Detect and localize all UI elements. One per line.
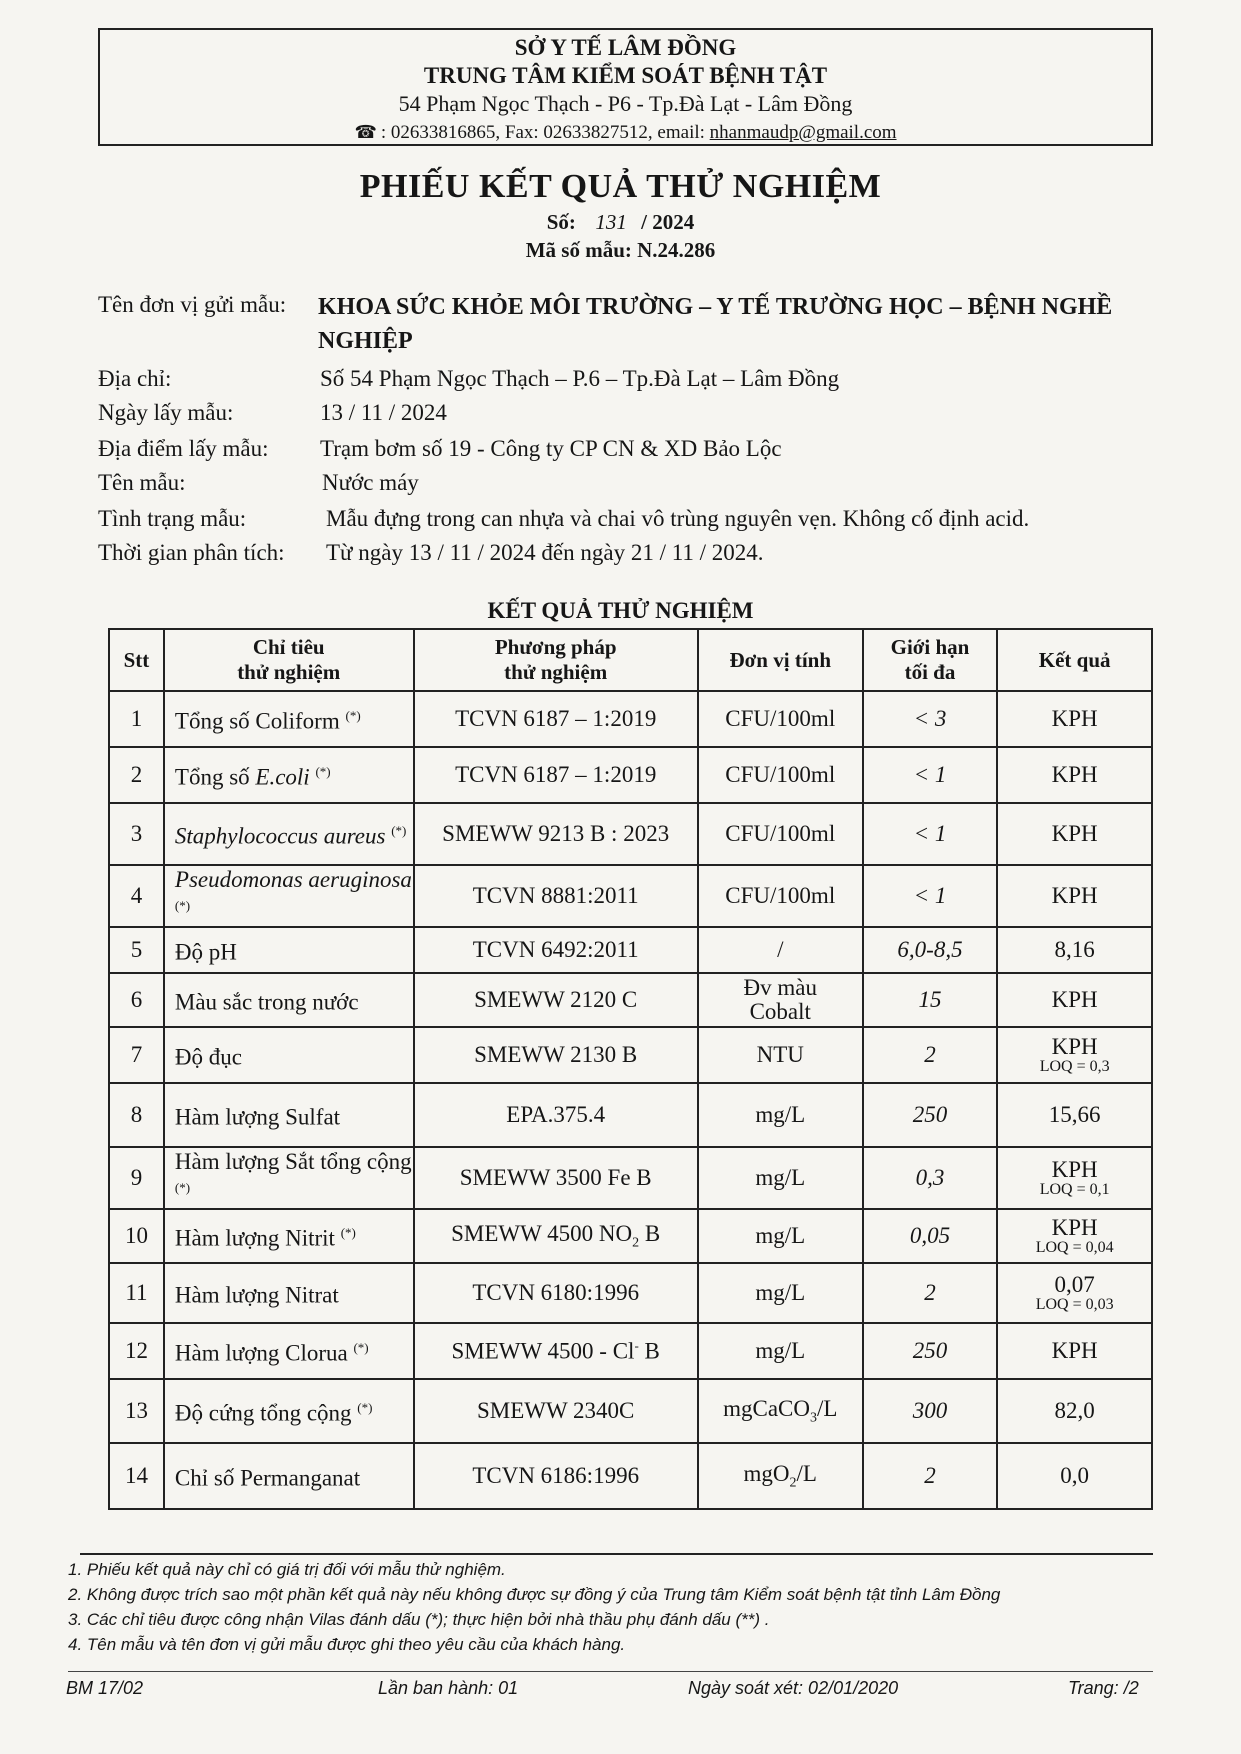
row-method: TCVN 6186:1996 (414, 1443, 698, 1509)
so-label: Số: (546, 210, 576, 234)
row-result: 8,16 (997, 927, 1152, 973)
row-method: SMEWW 2130 B (414, 1027, 698, 1083)
table-row (109, 973, 1152, 1027)
department-name: SỞ Y TẾ LÂM ĐỒNG (514, 35, 737, 60)
row-result: KPH LOQ = 0,3 (997, 1027, 1152, 1083)
sample-name-value: Nước máy (322, 470, 419, 495)
row-result: KPH LOQ = 0,04 (997, 1209, 1152, 1263)
row-parameter: Hàm lượng Sắt tổng cộng (*) (164, 1147, 414, 1209)
header-result: Kết quả (997, 629, 1152, 691)
address-value: Số 54 Phạm Ngọc Thạch – P.6 – Tp.Đà Lạt – Lâm Đồng (320, 366, 840, 391)
table-row (109, 1323, 1152, 1379)
row-limit: < 3 (863, 691, 998, 747)
row-method: SMEWW 9213 B : 2023 (414, 803, 698, 865)
note-2: 2. Không được trích sao một phần kết quả này nếu không được sự đồng ý của Trung tâm Kiểm soát bệnh tật tỉnh Lâm Đồng (68, 1585, 1001, 1604)
row-unit: CFU/100ml (698, 865, 863, 927)
phone-icon: ☎ (354, 122, 377, 142)
row-result: KPH (997, 691, 1152, 747)
row-limit: 2 (863, 1443, 998, 1509)
table-row (109, 1027, 1152, 1083)
row-unit: / (698, 927, 863, 973)
row-parameter: Tổng số Coliform (*) (164, 691, 414, 747)
row-limit: 0,05 (863, 1209, 998, 1263)
row-method: SMEWW 4500 $NO_2$ B (414, 1209, 698, 1263)
row-result: KPH (997, 803, 1152, 865)
row-result: 0,07 LOQ = 0,03 (997, 1263, 1152, 1323)
table-row (109, 803, 1152, 865)
email-link[interactable]: nhanmaudp@gmail.com (709, 122, 897, 143)
document-title: PHIẾU KẾT QUẢ THỬ NGHIỆM (359, 168, 882, 205)
sender-value: KHOA SỨC KHỎE MÔI TRƯỜNG – Y TẾ TRƯỜNG HỌC – BỆNH NGHỀ NGHIỆP (318, 294, 1113, 354)
row-limit: 300 (863, 1379, 998, 1443)
center-name: TRUNG TÂM KIỂM SOÁT BỆNH TẬT (423, 63, 828, 88)
row-parameter: Hàm lượng Nitrat (164, 1263, 414, 1323)
row-limit: 0,3 (863, 1147, 998, 1209)
letterhead-box (98, 28, 1153, 146)
sender-label: Tên đơn vị gửi mẫu: (98, 292, 287, 317)
date-value: 13 / 11 / 2024 (320, 400, 447, 425)
row-parameter: Chỉ số Permanganat (164, 1443, 414, 1509)
row-parameter: Độ pH (164, 927, 414, 973)
table-row (109, 1147, 1152, 1209)
row-method: SMEWW 4500 - Cl- B (414, 1323, 698, 1379)
row-method: TCVN 8881:2011 (414, 865, 698, 927)
note-3: 3. Các chỉ tiêu được công nhận Vilas đánh dấu (*); thực hiện bởi nhà thầu phụ đánh dấu (**) . (68, 1610, 770, 1629)
document-number (0, 210, 1241, 235)
address-label: Địa chỉ: (98, 366, 172, 391)
row-limit: 2 (863, 1263, 998, 1323)
row-stt: 4 (109, 865, 164, 927)
table-row (109, 1443, 1152, 1509)
table-row (109, 1083, 1152, 1147)
row-parameter: Màu sắc trong nước (164, 973, 414, 1027)
row-method: SMEWW 2120 C (414, 973, 698, 1027)
contact-text: : 02633816865, Fax: 02633827512, email: (380, 122, 710, 143)
row-parameter: Độ cứng tổng cộng (*) (164, 1379, 414, 1443)
row-stt: 8 (109, 1083, 164, 1147)
form-code: BM 17/02 (66, 1678, 144, 1698)
row-limit: < 1 (863, 747, 998, 803)
row-parameter: Độ đục (164, 1027, 414, 1083)
row-limit: 2 (863, 1027, 998, 1083)
row-stt: 6 (109, 973, 164, 1027)
results-title: KẾT QUẢ THỬ NGHIỆM (487, 598, 754, 623)
row-method: TCVN 6180:1996 (414, 1263, 698, 1323)
row-result: KPH (997, 973, 1152, 1027)
row-stt: 5 (109, 927, 164, 973)
row-unit: mg/L (698, 1263, 863, 1323)
row-parameter: Hàm lượng Clorua (*) (164, 1323, 414, 1379)
row-limit: 6,0-8,5 (863, 927, 998, 973)
header-limit: Giới hạn tối đa (863, 629, 998, 691)
row-limit: < 1 (863, 803, 998, 865)
date-label: Ngày lấy mẫu: (98, 400, 234, 425)
row-method: TCVN 6187 – 1:2019 (414, 691, 698, 747)
row-result: KPH (997, 1323, 1152, 1379)
contact-line (100, 118, 1151, 147)
notes-divider (80, 1553, 1153, 1555)
header-unit: Đơn vị tính (698, 629, 863, 691)
table-row (109, 691, 1152, 747)
row-parameter: Pseudomonas aeruginosa (*) (164, 865, 414, 927)
row-result: KPH LOQ = 0,1 (997, 1147, 1152, 1209)
table-row (109, 865, 1152, 927)
row-stt: 3 (109, 803, 164, 865)
row-method: SMEWW 2340C (414, 1379, 698, 1443)
table-row (109, 747, 1152, 803)
row-method: TCVN 6187 – 1:2019 (414, 747, 698, 803)
results-table (108, 628, 1153, 1510)
note-1: 1. Phiếu kết quả này chỉ có giá trị đối với mẫu thử nghiệm. (68, 1560, 506, 1579)
note-4: 4. Tên mẫu và tên đơn vị gửi mẫu được ghi theo yêu cầu của khách hàng. (68, 1635, 626, 1654)
row-limit: 250 (863, 1083, 998, 1147)
analysis-time-value: Từ ngày 13 / 11 / 2024 đến ngày 21 / 11 / 2024. (326, 540, 764, 565)
issue-number: Lần ban hành: 01 (378, 1678, 519, 1698)
review-date: Ngày soát xét: 02/01/2020 (688, 1678, 899, 1698)
row-stt: 7 (109, 1027, 164, 1083)
row-unit: mg/L (698, 1147, 863, 1209)
center-address: 54 Phạm Ngọc Thạch - P6 - Tp.Đà Lạt - Lâm Đồng (398, 91, 853, 116)
row-parameter: Hàm lượng Nitrit (*) (164, 1209, 414, 1263)
row-limit: < 1 (863, 865, 998, 927)
page-number: Trang: /2 (1068, 1678, 1139, 1698)
table-header-row (109, 629, 1152, 691)
header-method: Phương pháp thử nghiệm (414, 629, 698, 691)
row-parameter: Tổng số E.coli (*) (164, 747, 414, 803)
row-unit: CFU/100ml (698, 691, 863, 747)
row-method: EPA.375.4 (414, 1083, 698, 1147)
row-unit: mgO$_2$/L (698, 1443, 863, 1509)
row-limit: 250 (863, 1323, 998, 1379)
row-method: TCVN 6492:2011 (414, 927, 698, 973)
condition-value: Mẫu đựng trong can nhựa và chai vô trùng nguyên vẹn. Không cố định acid. (326, 506, 1030, 531)
row-stt: 12 (109, 1323, 164, 1379)
header-parameter: Chỉ tiêu thử nghiệm (164, 629, 414, 691)
row-limit: 15 (863, 973, 998, 1027)
table-row (109, 1379, 1152, 1443)
row-unit: mg/L (698, 1323, 863, 1379)
so-number: 131 (595, 210, 627, 234)
row-unit: mg/L (698, 1209, 863, 1263)
row-stt: 10 (109, 1209, 164, 1263)
location-label: Địa điểm lấy mẫu: (98, 436, 269, 461)
row-stt: 9 (109, 1147, 164, 1209)
location-value: Trạm bơm số 19 - Công ty CP CN & XD Bảo Lộc (320, 436, 782, 461)
row-parameter: Hàm lượng Sulfat (164, 1083, 414, 1147)
row-stt: 2 (109, 747, 164, 803)
row-result: 15,66 (997, 1083, 1152, 1147)
row-stt: 11 (109, 1263, 164, 1323)
table-row (109, 1209, 1152, 1263)
header-stt: Stt (109, 629, 164, 691)
row-unit: Đv màu Cobalt (698, 973, 863, 1027)
row-result: 82,0 (997, 1379, 1152, 1443)
row-stt: 1 (109, 691, 164, 747)
row-stt: 13 (109, 1379, 164, 1443)
condition-label: Tình trạng mẫu: (98, 506, 247, 531)
sample-name-label: Tên mẫu: (98, 470, 186, 495)
row-unit: CFU/100ml (698, 803, 863, 865)
row-stt: 14 (109, 1443, 164, 1509)
row-unit: mg/L (698, 1083, 863, 1147)
so-year: / 2024 (641, 210, 695, 234)
table-row (109, 927, 1152, 973)
row-result: 0,0 (997, 1443, 1152, 1509)
row-result: KPH (997, 747, 1152, 803)
row-parameter: Staphylococcus aureus (*) (164, 803, 414, 865)
analysis-time-label: Thời gian phân tích: (98, 540, 285, 565)
row-method: SMEWW 3500 Fe B (414, 1147, 698, 1209)
sample-code: Mã số mẫu: N.24.286 (525, 238, 716, 262)
row-unit: mgCaCO$_3$/L (698, 1379, 863, 1443)
row-unit: CFU/100ml (698, 747, 863, 803)
footer-divider (68, 1671, 1153, 1672)
row-result: KPH (997, 865, 1152, 927)
notes (68, 1557, 1153, 1657)
row-unit: NTU (698, 1027, 863, 1083)
table-row (109, 1263, 1152, 1323)
